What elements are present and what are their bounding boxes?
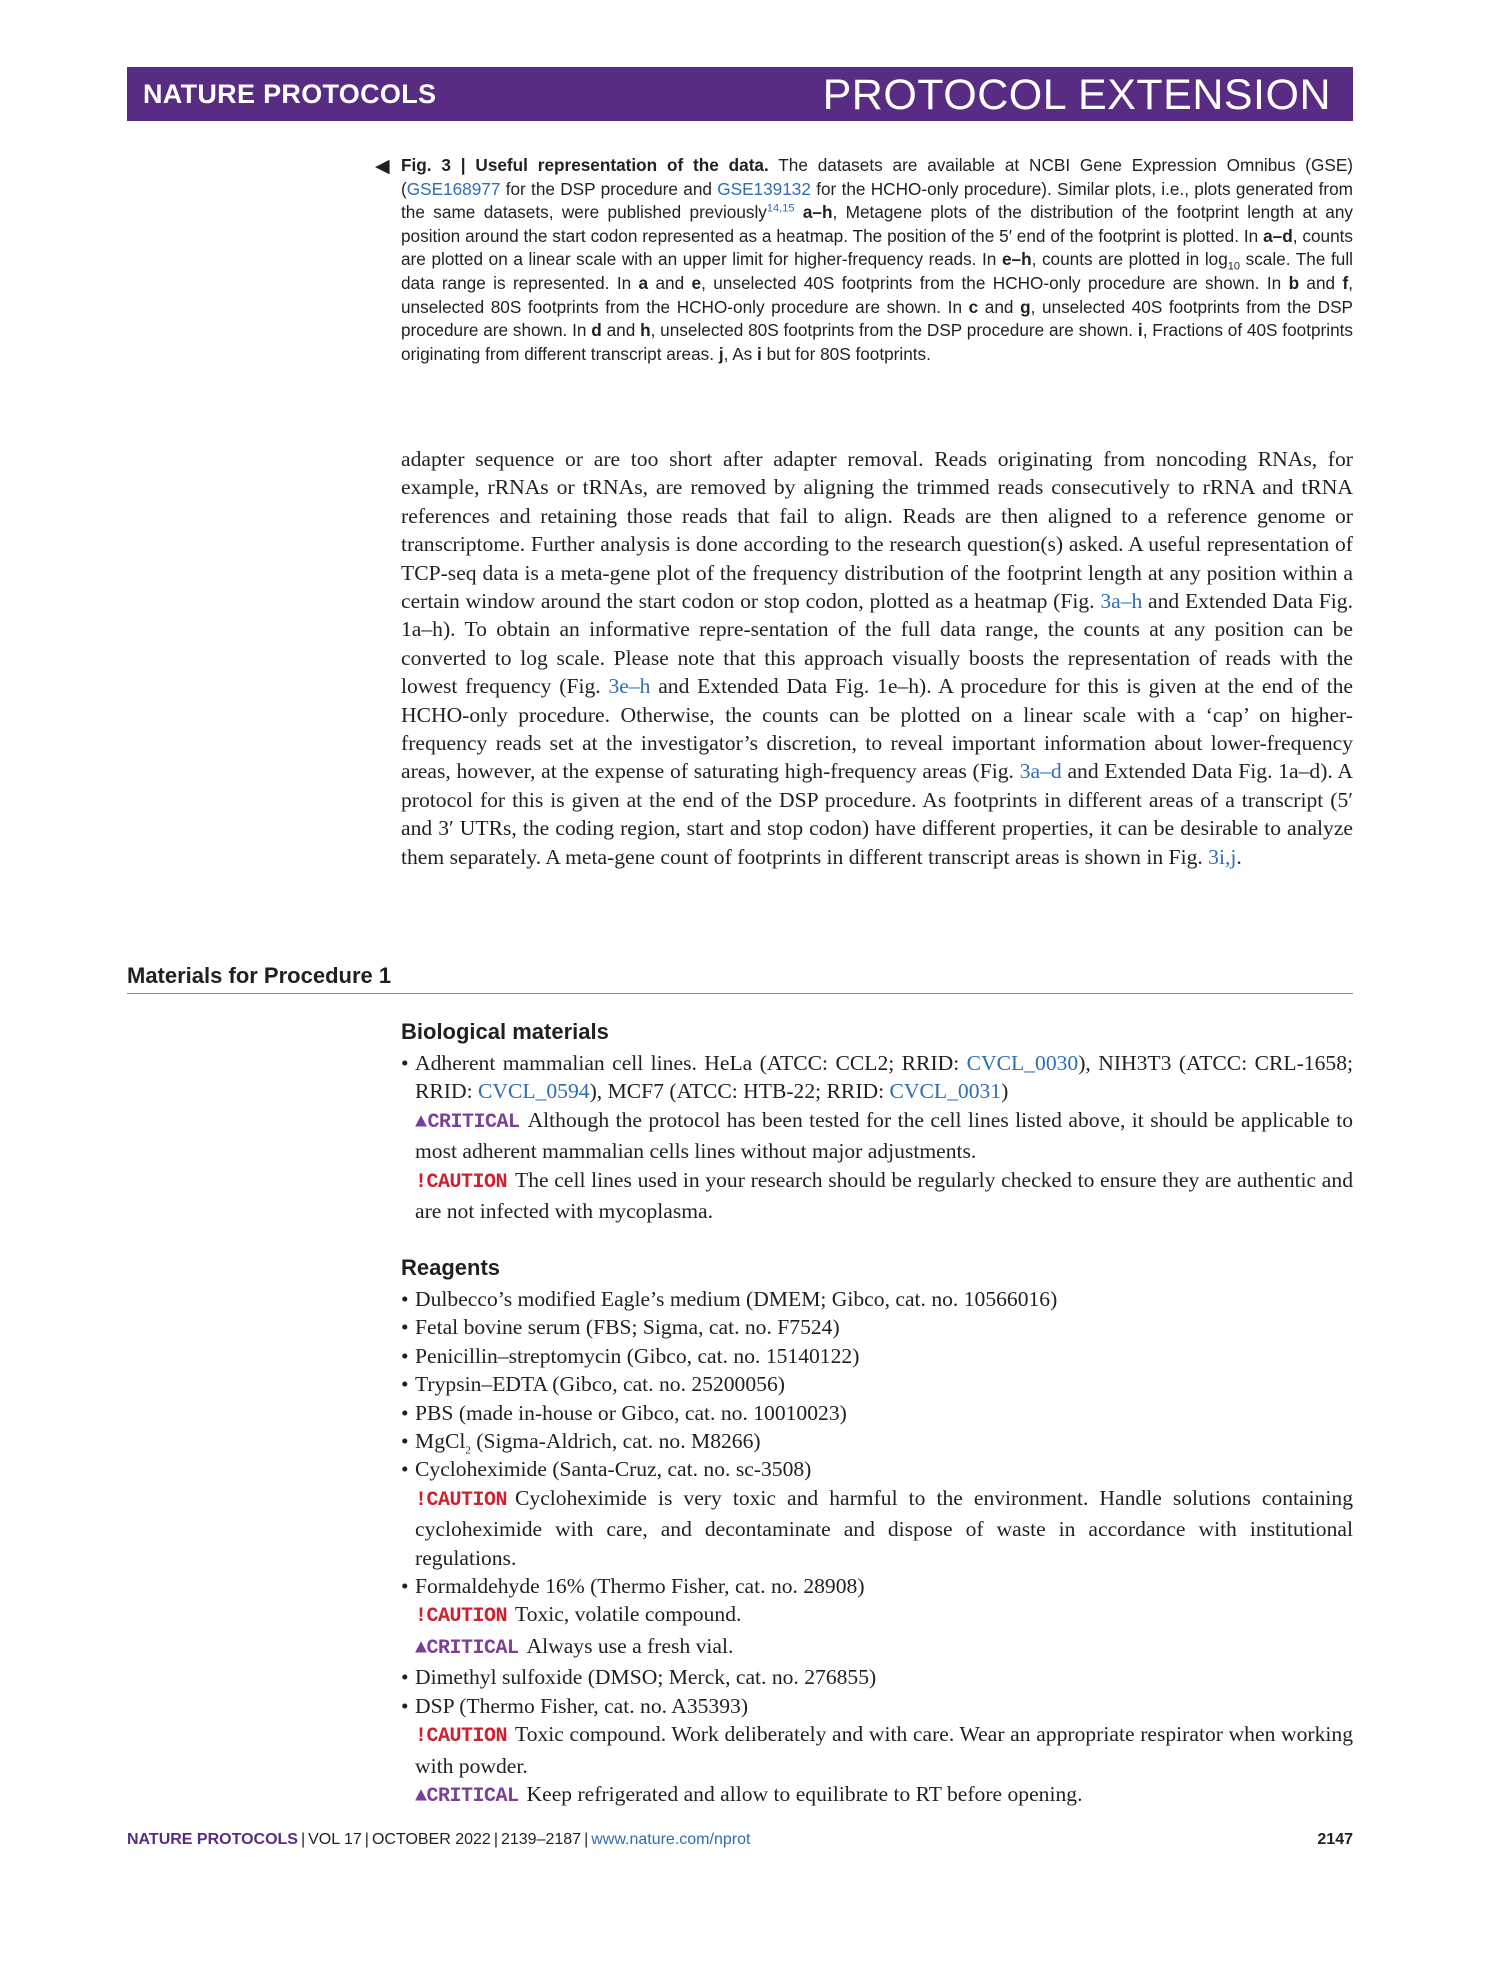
list-item: • PBS (made in-house or Gibco, cat. no. 10010023) <box>401 1399 1353 1427</box>
caution-note: !CAUTION The cell lines used in your research should be regularly checked to ensure they are authentic and are not infected with mycoplasma. <box>415 1167 1353 1224</box>
critical-label: ▲CRITICAL <box>415 1636 519 1660</box>
caution-label: !CAUTION <box>415 1725 508 1749</box>
list-item: • Dulbecco’s modified Eagle’s medium (DMEM; Gibco, cat. no. 10566016) <box>401 1285 1353 1313</box>
footer-volume: VOL 17 <box>308 1831 362 1848</box>
rrid-nih3t3-link[interactable]: CVCL_0594 <box>478 1079 590 1104</box>
list-item: • Cycloheximide (Santa-Cruz, cat. no. sc-3508) <box>401 1455 1353 1483</box>
page-footer: NATURE PROTOCOLS | VOL 17 | OCTOBER 2022 | 2139–2187 | www.nature.com/nprot 2147 <box>127 1831 1353 1848</box>
page-number: 2147 <box>1317 1831 1353 1848</box>
fig3a-d-link[interactable]: 3a–d <box>1019 759 1062 784</box>
caution-label: !CAUTION <box>415 1170 508 1194</box>
critical-label: ▲CRITICAL <box>415 1110 520 1134</box>
footer-url-link[interactable]: www.nature.com/nprot <box>591 1831 751 1848</box>
article-type: PROTOCOL EXTENSION <box>822 71 1331 119</box>
list-item: • Penicillin–streptomycin (Gibco, cat. no. 15140122) <box>401 1342 1353 1370</box>
reference-citation[interactable]: 14,15 <box>766 202 795 215</box>
section-heading: Materials for Procedure 1 <box>127 963 1353 994</box>
list-item: • Adherent mammalian cell lines. HeLa (ATCC: CCL2; RRID: CVCL_0030), NIH3T3 (ATCC: CRL-1658; RRID: CVCL_0594), MCF7 (ATCC: HTB-22; RRID: CVCL_0031) <box>401 1049 1353 1106</box>
caution-label: !CAUTION <box>415 1488 508 1512</box>
gse168977-link[interactable]: GSE168977 <box>406 178 501 199</box>
list-item: • Trypsin–EDTA (Gibco, cat. no. 25200056) <box>401 1370 1353 1398</box>
caution-note: !CAUTION Cycloheximide is very toxic and harmful to the environment. Handle solutions containing cycloheximide with care, and decontaminate and dispose of waste in accordance with institutional regulations. <box>415 1485 1353 1570</box>
gse139132-link[interactable]: GSE139132 <box>717 178 811 199</box>
rrid-mcf7-link[interactable]: CVCL_0031 <box>889 1079 1002 1104</box>
biological-materials-list <box>401 1049 1353 1225</box>
footer-pages: 2139–2187 <box>500 1831 582 1848</box>
fig3a-h-link[interactable]: 3a–h <box>1100 589 1143 614</box>
list-item: • Formaldehyde 16% (Thermo Fisher, cat. no. 28908) <box>401 1572 1353 1600</box>
footer-journal: NATURE PROTOCOLS <box>127 1831 298 1848</box>
triangle-left-icon: ◀ <box>375 156 390 177</box>
figure-caption: ◀ Fig. 3 | Useful representation of the data. The datasets are available at NCBI Gene Expression Omnibus (GSE) (GSE168977 for the DSP procedure and GSE139132 for the HCHO-only procedure). Similar plots, i.e., plots generated from the same datasets, were published previously$^{14,15}$ a–h, Metagene plots of the distribution of the footprint length at any position around the start codon represented as a heatmap. The position of the 5′ end of the footprint is plotted. In a–d, counts are plotted on a linear scale with an upper limit for higher-frequency reads. In e–h, counts are plotted in $\log_{10}$ scale. The full data range is represented. In a and e, unselected 40S footprints from the HCHO-only procedure are shown. In b and f, unselected 80S footprints from the HCHO-only procedure are shown. In c and g, unselected 40S footprints from the DSP procedure are shown. In d and h, unselected 80S footprints from the DSP procedure are shown. i, Fractions of 40S footprints originating from different transcript areas. j, As i but for 80S footprints. <box>375 155 1354 364</box>
reagents-list <box>401 1285 1353 1811</box>
body-paragraph: adapter sequence or are too short after adapter removal. Reads originating from noncoding RNAs, for example, rRNAs or tRNAs, are removed by aligning the trimmed reads consecutively to rRNA and tRNA references and retaining those reads that fail to align. Reads are then aligned to a reference genome or transcriptome. Further analysis is done according to the research question(s) asked. A useful representation of TCP-seq data is a meta-gene plot of the frequency distribution of the footprint length at any position within a certain window around the start codon or stop codon, plotted as a heatmap (Fig. 3a–h and Extended Data Fig. 1a–h). To obtain an informative repre-sentation of the full data range, the counts at any position can be converted to log scale. Please note that this approach visually boosts the representation of reads with the lowest frequency (Fig. 3e–h and Extended Data Fig. 1e–h). A procedure for this is given at the end of the HCHO-only procedure. Otherwise, the counts can be plotted on a linear scale with a ‘cap’ on higher-frequency reads set at the investigator’s discretion, to reveal important information about lower-frequency areas, however, at the expense of saturating high-frequency areas (Fig. 3a–d and Extended Data Fig. 1a–d). A protocol for this is given at the end of the DSP procedure. As footprints in different areas of a transcript (5′ and 3′ UTRs, the coding region, start and stop codon) have different properties, it can be desirable to analyze them separately. A meta-gene count of footprints in different transcript areas is shown in Fig. 3i,j. <box>401 447 1353 869</box>
footer-date: OCTOBER 2022 <box>371 1831 491 1848</box>
fig3e-h-link[interactable]: 3e–h <box>608 674 651 699</box>
list-item: • DSP (Thermo Fisher, cat. no. A35393) <box>401 1692 1353 1720</box>
caution-note: !CAUTION Toxic compound. Work deliberately and with care. Wear an appropriate respirator when working with powder. <box>415 1722 1353 1778</box>
list-item: • MgCl$_2$ (Sigma-Aldrich, cat. no. M8266) <box>401 1427 1353 1455</box>
critical-note: ▲CRITICAL Although the protocol has been tested for the cell lines listed above, it should be applicable to most adherent mammalian cells lines without major adjustments. <box>415 1107 1353 1164</box>
critical-note: ▲CRITICAL Keep refrigerated and allow to equilibrate to RT before opening. <box>415 1781 1083 1808</box>
caution-note: !CAUTION Toxic, volatile compound. <box>415 1602 742 1629</box>
figure-label: Fig. 3 | Useful representation of the data. <box>401 155 769 175</box>
critical-note: ▲CRITICAL Always use a fresh vial. <box>415 1633 734 1660</box>
list-item: • Fetal bovine serum (FBS; Sigma, cat. no. F7524) <box>401 1313 1353 1341</box>
header-banner <box>127 67 1353 121</box>
list-item: • Dimethyl sulfoxide (DMSO; Merck, cat. no. 276855) <box>401 1663 1353 1691</box>
rrid-hela-link[interactable]: CVCL_0030 <box>966 1051 1079 1075</box>
biological-materials-heading: Biological materials <box>401 1019 609 1044</box>
fig3i-j-link[interactable]: 3i,j <box>1208 844 1237 869</box>
reagents-heading: Reagents <box>401 1255 501 1280</box>
caution-label: !CAUTION <box>415 1605 508 1629</box>
journal-name: NATURE PROTOCOLS <box>143 79 437 109</box>
critical-label: ▲CRITICAL <box>415 1784 519 1808</box>
